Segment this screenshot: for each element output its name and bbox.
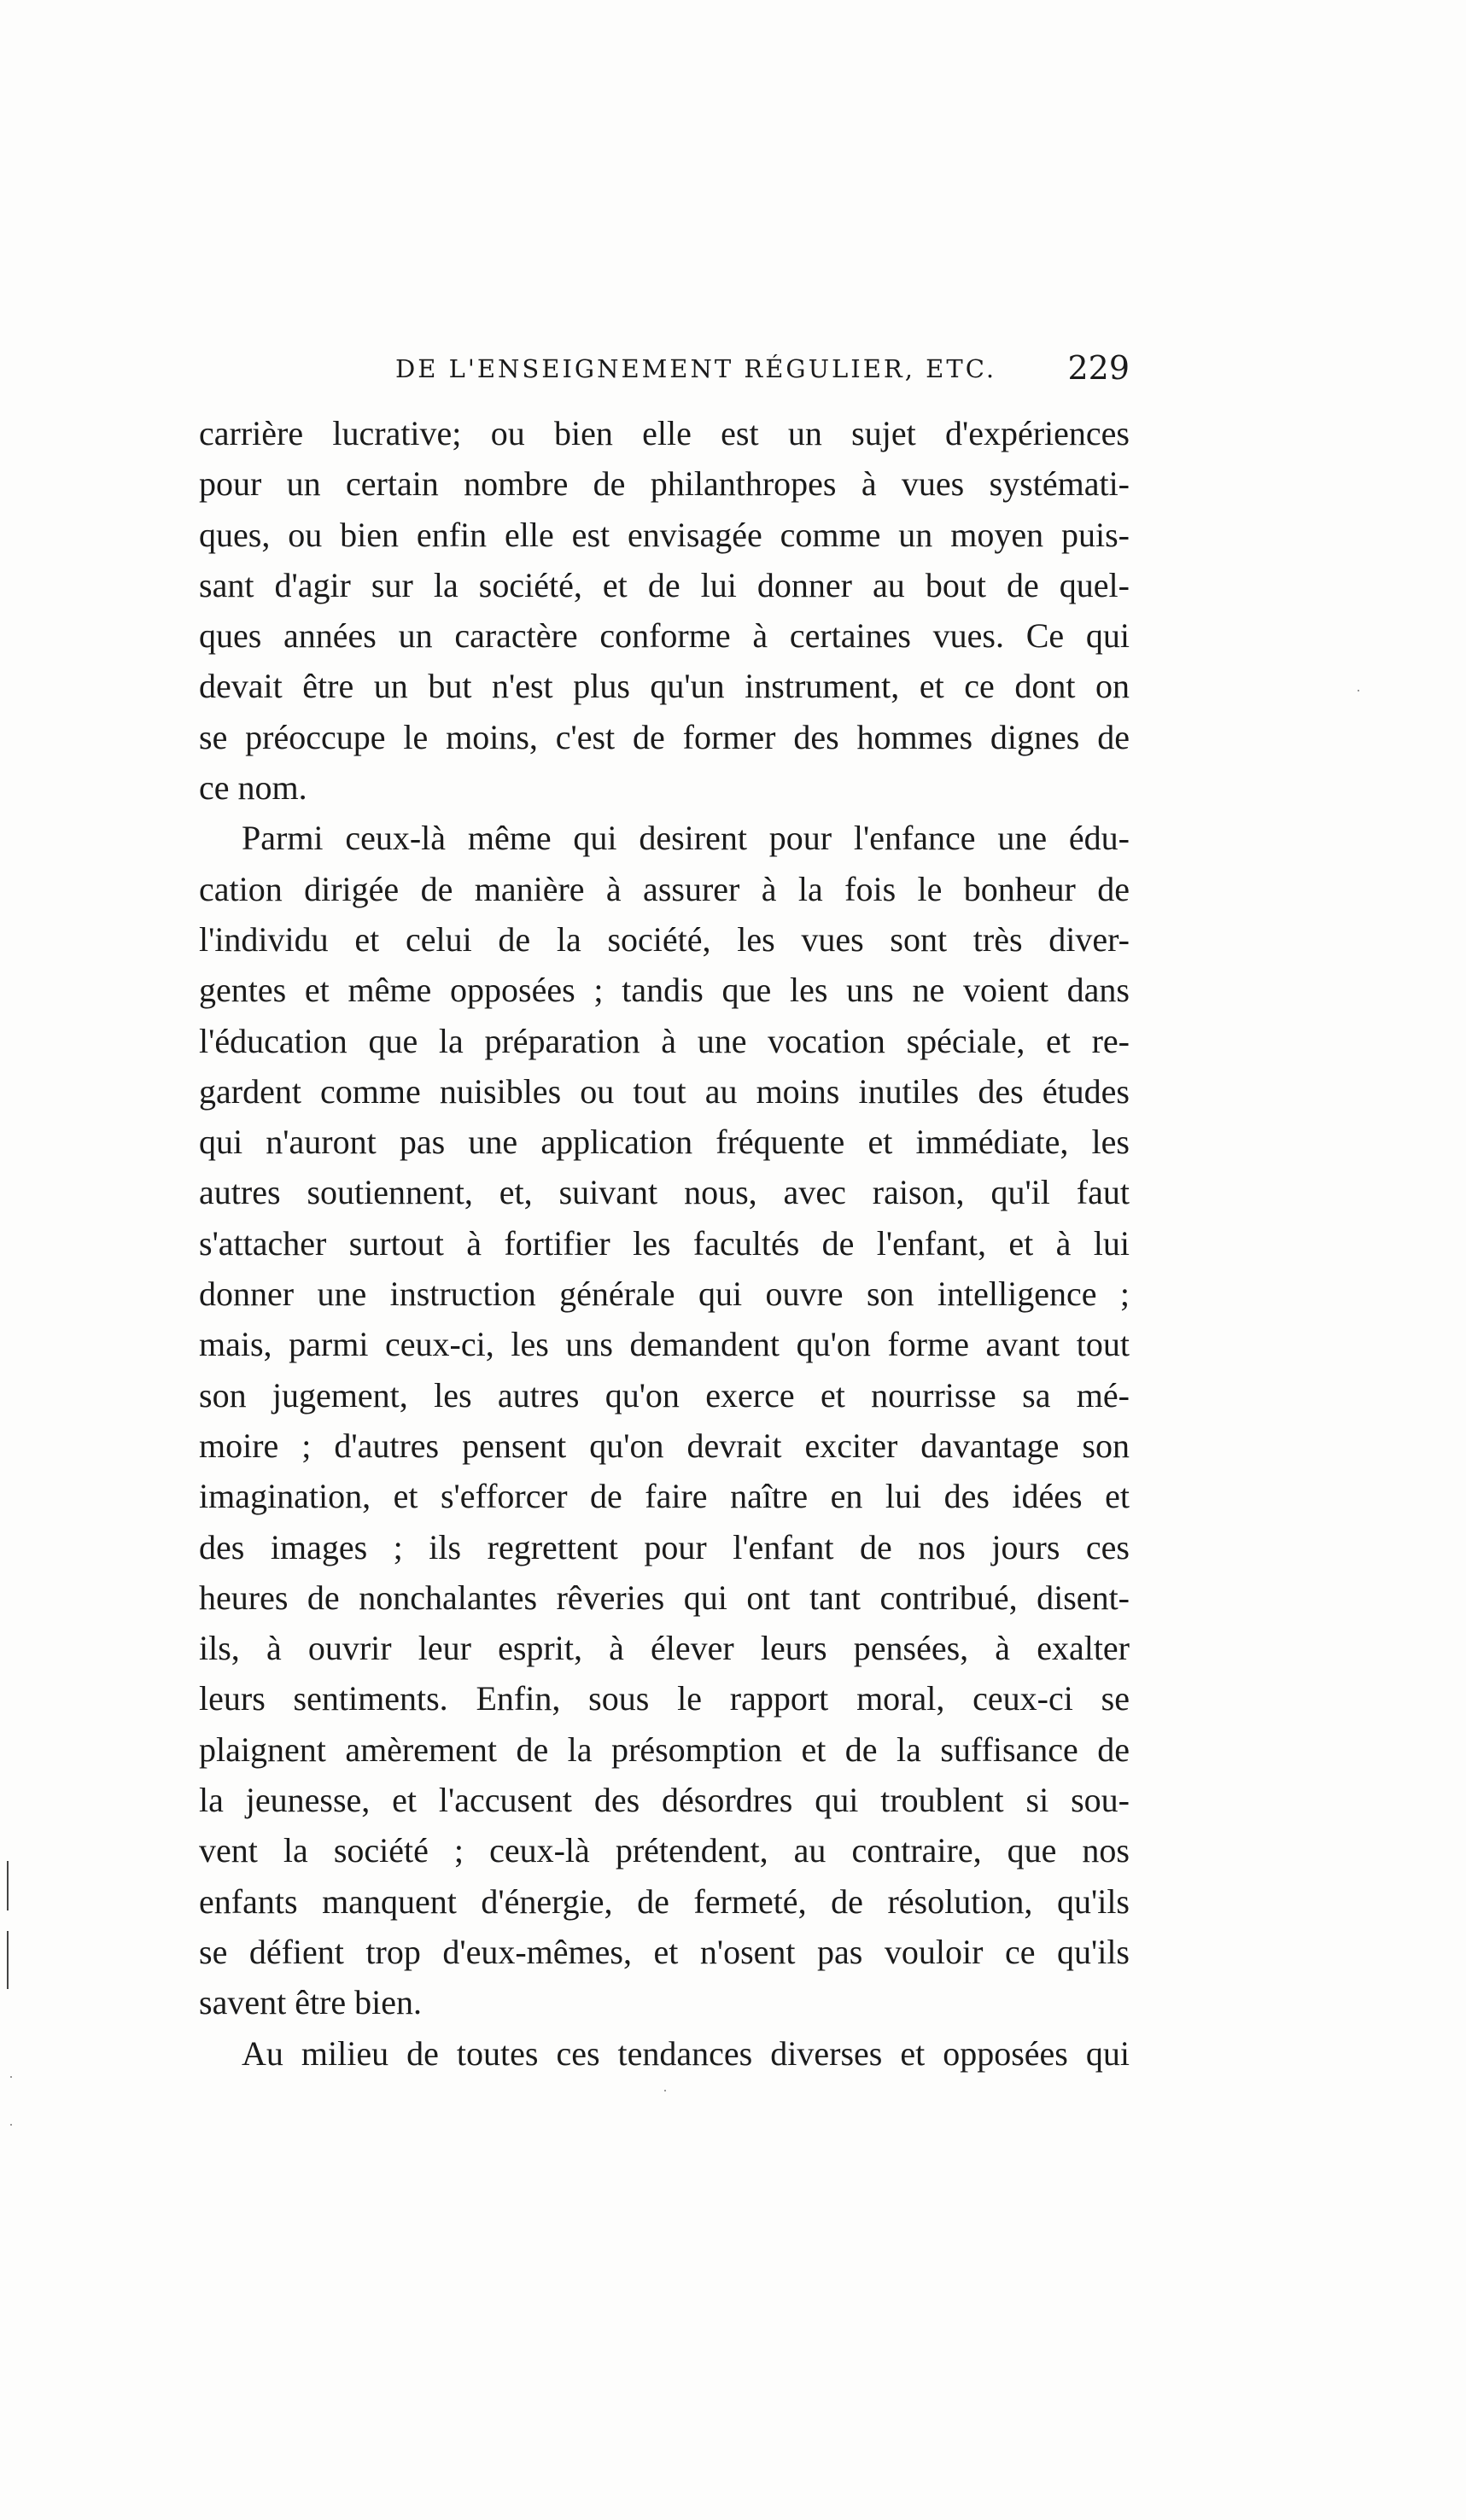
text-line: ques années un caractère conforme à certaines vues. Ce qui (199, 616, 1130, 656)
text-line: gardent comme nuisibles ou tout au moins inutiles des études (199, 1071, 1130, 1111)
text-line: se préoccupe le moins, c'est de former des hommes dignes de (199, 717, 1130, 756)
text-line: leurs sentiments. Enfin, sous le rapport moral, ceux-ci se (199, 1679, 1130, 1718)
text-line: l'éducation que la préparation à une vocation spéciale, et re- (199, 1021, 1130, 1060)
scan-speck (1358, 690, 1359, 691)
text-line: donner une instruction générale qui ouvre son intelligence ; (199, 1275, 1130, 1314)
text-line: la jeunesse, et l'accusent des désordres qui troublent si sou- (199, 1781, 1130, 1820)
text-line: son jugement, les autres qu'on exerce et nourrisse sa mé- (199, 1375, 1130, 1415)
text-line: devait être un but n'est plus qu'un instrument, et ce dont on (199, 667, 1130, 706)
page-header (199, 349, 1130, 402)
scan-speck (10, 2124, 12, 2126)
text-line: sant d'agir sur la société, et de lui donner au bout de quel- (199, 565, 1130, 604)
margin-scan-mark (7, 1931, 9, 1989)
text-line: gentes et même opposées ; tandis que les uns ne voient dans (199, 971, 1130, 1010)
text-line: Parmi ceux-là même qui desirent pour l'enfance une édu- (242, 819, 1130, 858)
text-line: autres soutiennent, et, suivant nous, avec raison, qu'il faut (199, 1173, 1130, 1212)
text-line: pour un certain nombre de philanthropes à vues systémati- (199, 464, 1130, 504)
text-line: ce nom. (199, 768, 307, 808)
text-line: ques, ou bien enfin elle est envisagée comme un moyen puis- (199, 515, 1130, 554)
body-text (199, 408, 1130, 2079)
text-line: se défient trop d'eux-mêmes, et n'osent pas vouloir ce qu'ils (199, 1932, 1130, 1971)
text-line: heures de nonchalantes rêveries qui ont tant contribué, disent- (199, 1578, 1130, 1617)
text-line: enfants manquent d'énergie, de fermeté, de résolution, qu'ils (199, 1881, 1130, 1921)
text-line: plaignent amèrement de la présomption et de la suffisance de (199, 1730, 1130, 1769)
text-line: mais, parmi ceux-ci, les uns demandent qu'on forme avant tout (199, 1325, 1130, 1364)
text-line: s'attacher surtout à fortifier les facultés de l'enfant, et à lui (199, 1223, 1130, 1263)
running-head: DE L'ENSEIGNEMENT RÉGULIER, ETC. (395, 354, 997, 383)
text-line: carrière lucrative; ou bien elle est un sujet d'expériences (199, 414, 1130, 452)
text-line: ils, à ouvrir leur esprit, à élever leurs pensées, à exalter (199, 1629, 1130, 1668)
scan-speck (664, 2090, 666, 2091)
margin-scan-mark (7, 1861, 9, 1910)
text-line: l'individu et celui de la société, les vues sont très diver- (199, 919, 1130, 959)
text-line: cation dirigée de manière à assurer à la fois le bonheur de (199, 869, 1130, 908)
text-line: Au milieu de toutes ces tendances diverses et opposées qui (242, 2033, 1130, 2073)
text-line: savent être bien. (199, 1983, 422, 2022)
page-number: 229 (1067, 349, 1130, 387)
text-line: imagination, et s'efforcer de faire naître en lui des idées et (199, 1477, 1130, 1516)
text-line: qui n'auront pas une application fréquente et immédiate, les (199, 1123, 1130, 1162)
scan-speck (10, 2076, 12, 2078)
text-line: moire ; d'autres pensent qu'on devrait exciter davantage son (199, 1426, 1130, 1465)
text-line: vent la société ; ceux-là prétendent, au contraire, que nos (199, 1831, 1130, 1870)
text-line: des images ; ils regrettent pour l'enfant de nos jours ces (199, 1527, 1130, 1566)
